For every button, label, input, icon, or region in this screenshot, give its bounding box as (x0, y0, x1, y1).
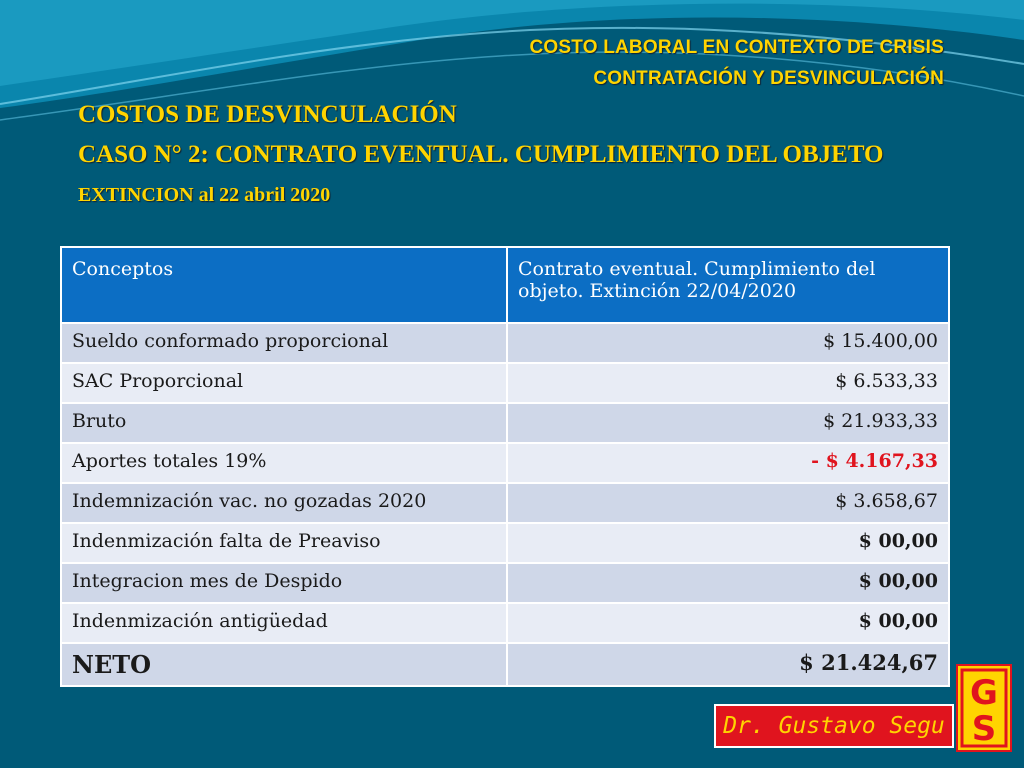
row-value-negative: - $ 4.167,33 (507, 443, 949, 483)
row-concept: Indemnización vac. no gozadas 2020 (61, 483, 507, 523)
header-line-1: COSTO LABORAL EN CONTEXTO DE CRISIS (529, 37, 944, 58)
column-header-concepts: Conceptos (61, 247, 507, 323)
row-concept: Sueldo conformado proporcional (61, 323, 507, 363)
row-value: $ 6.533,33 (507, 363, 949, 403)
row-value: $ 21.933,33 (507, 403, 949, 443)
table-row (61, 363, 949, 403)
row-value: $ 00,00 (507, 563, 949, 603)
slide-subtitle: CASO N° 2: CONTRATO EVENTUAL. CUMPLIMIENTO DEL OBJETO (78, 141, 884, 168)
row-value: $ 15.400,00 (507, 323, 949, 363)
svg-text:G: G (970, 673, 998, 713)
total-label: NETO (61, 643, 507, 686)
header-line-2: CONTRATACIÓN Y DESVINCULACIÓN (593, 68, 944, 89)
svg-text:S: S (971, 709, 997, 749)
table-row (61, 603, 949, 643)
costs-table (60, 246, 950, 687)
row-concept: SAC Proporcional (61, 363, 507, 403)
row-value: $ 00,00 (507, 603, 949, 643)
table-row (61, 323, 949, 363)
row-value: $ 00,00 (507, 523, 949, 563)
table-row (61, 563, 949, 603)
table-row (61, 443, 949, 483)
row-concept: Bruto (61, 403, 507, 443)
row-value: $ 3.658,67 (507, 483, 949, 523)
table-header-row (61, 247, 949, 323)
gs-logo (956, 664, 1012, 752)
author-signature: Dr. Gustavo Segu (714, 704, 954, 748)
slide-title: COSTOS DE DESVINCULACIÓN (78, 101, 457, 128)
table-row (61, 483, 949, 523)
slide-date-line: EXTINCION al 22 abril 2020 (78, 184, 331, 206)
row-concept: Aportes totales 19% (61, 443, 507, 483)
row-concept: Integracion mes de Despido (61, 563, 507, 603)
table-row (61, 523, 949, 563)
total-value: $ 21.424,67 (507, 643, 949, 686)
table-row (61, 403, 949, 443)
row-concept: Indenmización falta de Preaviso (61, 523, 507, 563)
column-header-contract: Contrato eventual. Cumplimiento del objeto. Extinción 22/04/2020 (507, 247, 949, 323)
table-total-row (61, 643, 949, 686)
row-concept: Indenmización antigüedad (61, 603, 507, 643)
